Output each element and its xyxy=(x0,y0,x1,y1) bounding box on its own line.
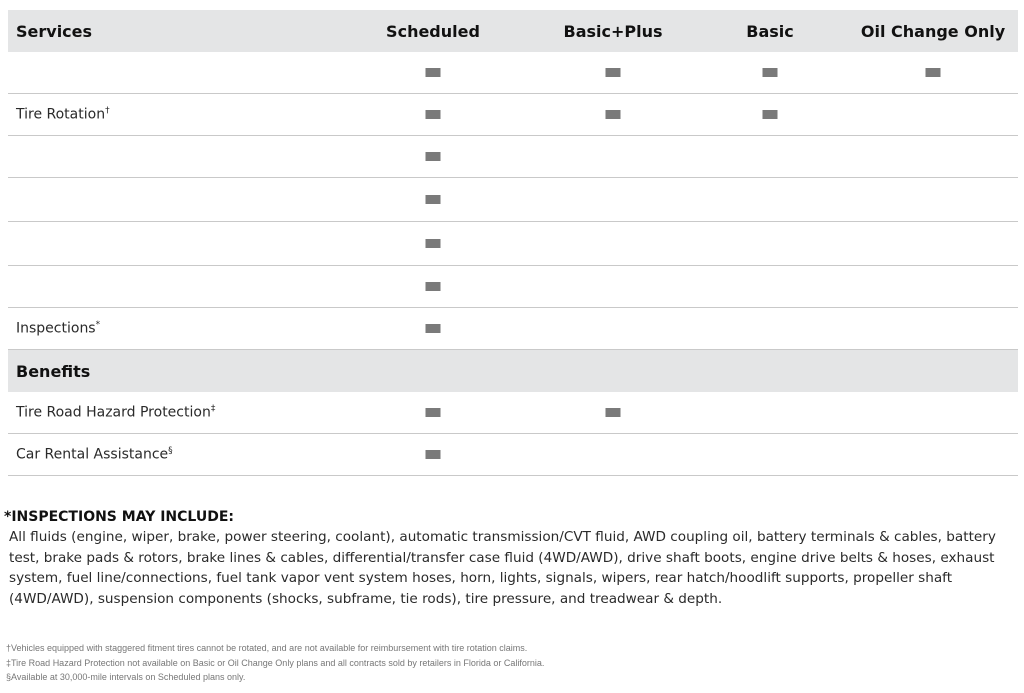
row-label xyxy=(16,404,215,421)
benefits-header: Benefits xyxy=(16,361,91,381)
services-header-row xyxy=(8,10,1018,52)
column-scheduled: Scheduled xyxy=(386,21,480,41)
row-label-text: Tire Road Hazard Protection xyxy=(16,404,211,421)
column-basic: Basic xyxy=(746,21,794,41)
services-rows xyxy=(8,52,1018,350)
footnote-marker: § xyxy=(168,446,173,457)
included-marker-icon xyxy=(926,68,941,77)
row-label xyxy=(16,446,173,463)
table-row xyxy=(8,178,1018,222)
included-marker-icon xyxy=(606,408,621,417)
footnote-section: §Available at 30,000-mile intervals on Scheduled plans only. xyxy=(6,672,246,682)
inspections-note-title: *INSPECTIONS MAY INCLUDE: xyxy=(4,509,234,525)
table-row xyxy=(8,308,1018,350)
table-row xyxy=(8,392,1018,434)
included-marker-icon xyxy=(606,68,621,77)
included-marker-icon xyxy=(763,68,778,77)
row-label xyxy=(16,106,110,123)
footnote-dagger: †Vehicles equipped with staggered fitment tires cannot be rotated, and are not available for reimbursement with tire rotation claims. xyxy=(6,643,528,653)
note-line: (4WD/AWD), suspension components (shocks, subframe, tie rods), tire pressure, and treadwear & depth. xyxy=(9,590,723,607)
inspections-note xyxy=(4,509,1014,609)
included-marker-icon xyxy=(426,408,441,417)
included-marker-icon xyxy=(426,68,441,77)
included-marker-icon xyxy=(426,195,441,204)
included-marker-icon xyxy=(606,110,621,119)
table-row xyxy=(8,52,1018,94)
included-marker-icon xyxy=(426,450,441,459)
footnote-marker: † xyxy=(105,106,110,117)
services-header: Services xyxy=(16,21,93,41)
row-label-text: Tire Rotation xyxy=(16,106,106,123)
note-line: All fluids (engine, wiper, brake, power steering, coolant), automatic transmission/CVT fluid, AWD coupling oil, battery terminals & cables, battery xyxy=(9,529,996,545)
inspections-note-body xyxy=(4,527,1014,609)
table-row xyxy=(8,266,1018,308)
footnotes xyxy=(6,641,544,685)
column-oil-change-only: Oil Change Only xyxy=(860,21,1006,41)
included-marker-icon xyxy=(426,152,441,161)
included-marker-icon xyxy=(426,110,441,119)
benefits-header-row xyxy=(8,350,1018,392)
row-label-text: Inspections xyxy=(16,320,96,337)
table-row xyxy=(8,94,1018,136)
footnote-double-dagger: ‡Tire Road Hazard Protection not available on Basic or Oil Change Only plans and all contracts sold by retailers in Florida or California. xyxy=(6,657,545,668)
note-line: system, fuel line/connections, fuel tank vapor vent system hoses, horn, lights, signals, wipers, rear hatch/hoodlift supports, propeller shaft xyxy=(9,570,953,586)
table-row xyxy=(8,136,1018,178)
row-label xyxy=(16,320,100,337)
column-basic-plus: Basic+Plus xyxy=(563,21,663,41)
plan-comparison-table xyxy=(8,10,1018,476)
note-line: test, brake pads & rotors, brake lines & cables, differential/transfer case fluid (4WD/AWD), drive shaft boots, engine drive belts & hoses, exhaust xyxy=(9,549,995,566)
row-label-text: Car Rental Assistance xyxy=(16,446,169,463)
included-marker-icon xyxy=(426,324,441,333)
included-marker-icon xyxy=(763,110,778,119)
footnote-marker: * xyxy=(95,320,101,331)
included-marker-icon xyxy=(426,239,441,248)
benefits-rows xyxy=(8,392,1018,476)
table-row xyxy=(8,434,1018,476)
table-row xyxy=(8,222,1018,266)
included-marker-icon xyxy=(426,282,441,291)
footnote-marker: ‡ xyxy=(210,404,216,415)
